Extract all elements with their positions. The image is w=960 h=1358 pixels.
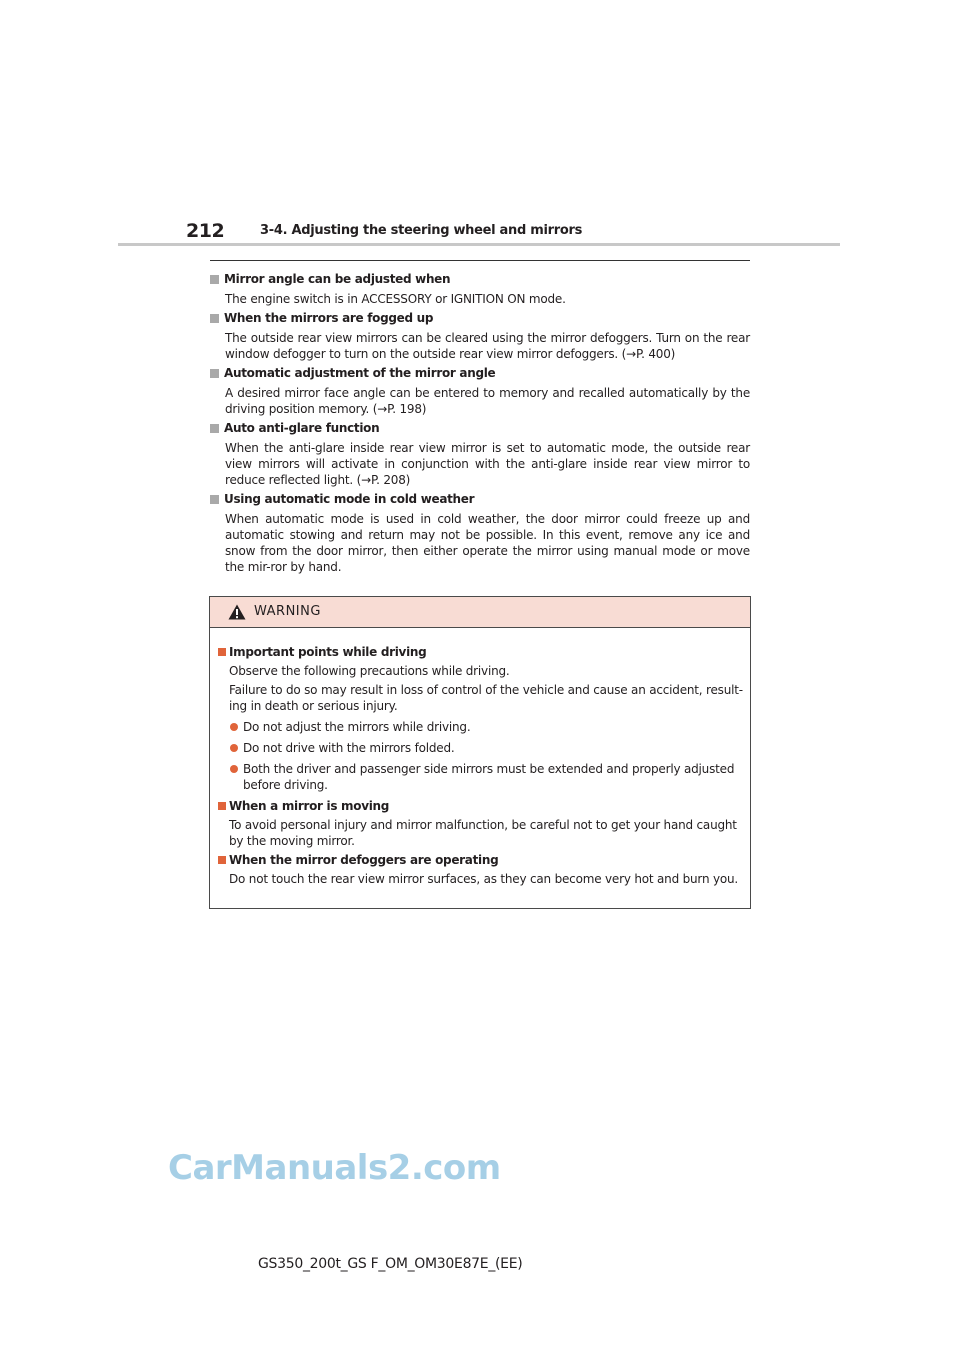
content-top-rule <box>210 260 750 261</box>
round-bullet-icon <box>230 723 238 731</box>
round-bullet-icon <box>230 744 238 752</box>
warning-triangle-icon <box>228 604 246 620</box>
watermark-logo: CarManuals2.com <box>168 1148 501 1188</box>
info-item <box>210 271 750 307</box>
info-item <box>210 310 750 362</box>
warning-label: WARNING <box>254 604 321 619</box>
warning-header <box>210 597 750 628</box>
warning-text: To avoid personal injury and mirror malfunction, be careful not to get your hand caught by the moving mirror. <box>229 818 737 848</box>
square-bullet-icon <box>210 424 219 433</box>
warning-bullet: Do not adjust the mirrors while driving. <box>218 719 745 735</box>
warning-box <box>209 596 751 909</box>
square-bullet-icon <box>218 648 226 656</box>
warning-text: Do not touch the rear view mirror surfaces, as they can become very hot and burn you. <box>229 872 739 886</box>
info-item-title: Auto anti-glare function <box>224 421 380 435</box>
info-item <box>210 420 750 488</box>
warning-bullet: Do not drive with the mirrors folded. <box>218 740 745 756</box>
page-number: 212 <box>186 220 225 242</box>
warning-text: Failure to do so may result in loss of control of the vehicle and cause an accident, result-ing in death or serious injury. <box>229 683 743 713</box>
warning-body <box>210 628 750 887</box>
warning-text: Observe the following precautions while driving. <box>229 664 510 678</box>
warning-section-title: When a mirror is moving <box>229 799 390 813</box>
info-item-body: The engine switch is in ACCESSORY or IGNITION ON mode. <box>225 292 566 306</box>
warning-bullet: Both the driver and passenger side mirrors must be extended and properly adjusted before driving. <box>218 761 745 793</box>
square-bullet-icon <box>210 275 219 284</box>
square-bullet-icon <box>218 856 226 864</box>
square-bullet-icon <box>210 495 219 504</box>
info-item-body: When automatic mode is used in cold weather, the door mirror could freeze up and automatic stowing and return may not be possible. In this event, remove any ice and snow from the door mirror, then either operate the mirror using manual mode or move the mir-ror by hand. <box>225 512 750 574</box>
info-item-body: The outside rear view mirrors can be cleared using the mirror defoggers. Turn on the rear window defogger to turn on the outside rear view mirror defoggers. (→P. 400) <box>225 331 750 361</box>
info-item-title: Automatic adjustment of the mirror angle <box>224 366 496 380</box>
warning-section-title: When the mirror defoggers are operating <box>229 853 499 867</box>
info-item <box>210 365 750 417</box>
round-bullet-icon <box>230 765 238 773</box>
info-item-title: When the mirrors are fogged up <box>224 311 434 325</box>
square-bullet-icon <box>210 314 219 323</box>
info-item-body: When the anti-glare inside rear view mirror is set to automatic mode, the outside rear view mirrors will activate in conjunction with the anti-glare inside rear view mirror to reduce reflected light. (→P. 208) <box>225 441 750 487</box>
section-title: 3-4. Adjusting the steering wheel and mirrors <box>260 223 583 238</box>
info-item-body: A desired mirror face angle can be entered to memory and recalled automatically by the driving position memory. (→P. 198) <box>225 386 750 416</box>
square-bullet-icon <box>218 802 226 810</box>
info-item-title: Using automatic mode in cold weather <box>224 492 475 506</box>
info-items <box>210 268 750 577</box>
info-item-title: Mirror angle can be adjusted when <box>224 272 451 286</box>
warning-section-title: Important points while driving <box>229 645 427 659</box>
footer-code: GS350_200t_GS F_OM_OM30E87E_(EE) <box>258 1256 523 1272</box>
header-rule <box>118 243 840 246</box>
info-item <box>210 491 750 575</box>
square-bullet-icon <box>210 369 219 378</box>
page-header <box>186 220 786 242</box>
